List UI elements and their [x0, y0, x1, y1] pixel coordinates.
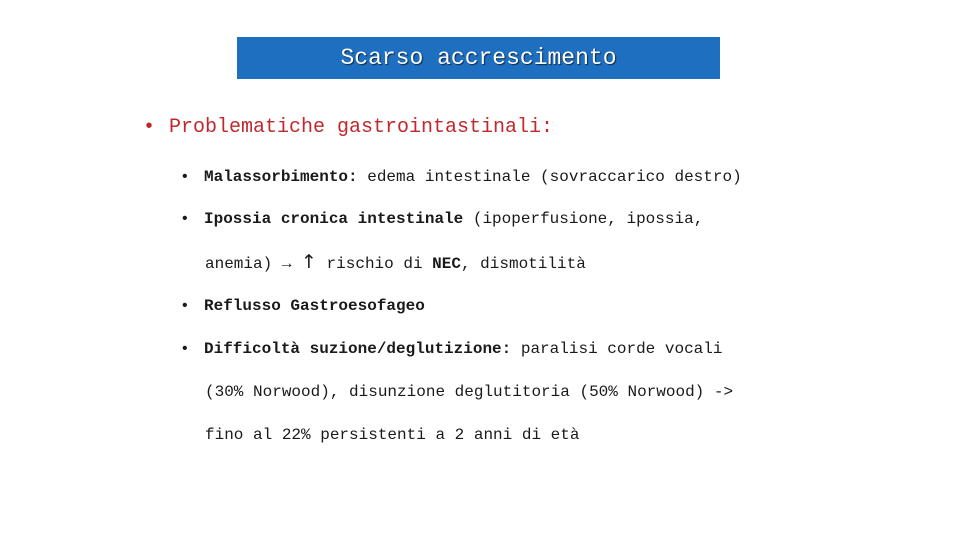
list-item [180, 340, 722, 358]
slide-title: Scarso accrescimento [340, 45, 617, 71]
list-item-continuation [205, 251, 586, 273]
item-bold: Malassorbimento: [204, 168, 358, 186]
list-item [180, 297, 425, 315]
item-text: rischio di [316, 255, 433, 273]
bullet: • [180, 297, 190, 315]
item-text: , dismotilità [460, 255, 586, 273]
title-banner [237, 37, 720, 79]
list-item-continuation [205, 426, 579, 444]
item-text: fino al 22% persistenti a 2 anni di età [205, 426, 580, 444]
list-item [180, 168, 742, 186]
item-text: (ipoperfusione, ipossia, [463, 210, 704, 228]
item-text: edema intestinale (sovraccarico destro) [357, 168, 742, 186]
item-text: paralisi corde vocali [511, 340, 723, 358]
bullet: • [180, 340, 190, 358]
item-bold: NEC [432, 255, 461, 273]
item-bold: Reflusso Gastroesofageo [204, 297, 425, 315]
bullet: • [143, 116, 156, 139]
list-item [180, 210, 703, 228]
section-heading-text: Problematiche gastrointastinali: [169, 116, 554, 139]
item-bold: Ipossia cronica intestinale [204, 210, 464, 228]
arrow-up-icon: ↑ [301, 251, 317, 273]
item-bold: Difficoltà suzione/deglutizione: [204, 340, 512, 358]
item-text: anemia) → [205, 255, 302, 273]
list-item-continuation [205, 383, 733, 401]
bullet: • [180, 210, 190, 228]
section-heading [143, 116, 553, 139]
bullet: • [180, 168, 190, 186]
item-text: (30% Norwood), disunzione deglutitoria (50% Norwood) -> [205, 383, 734, 401]
